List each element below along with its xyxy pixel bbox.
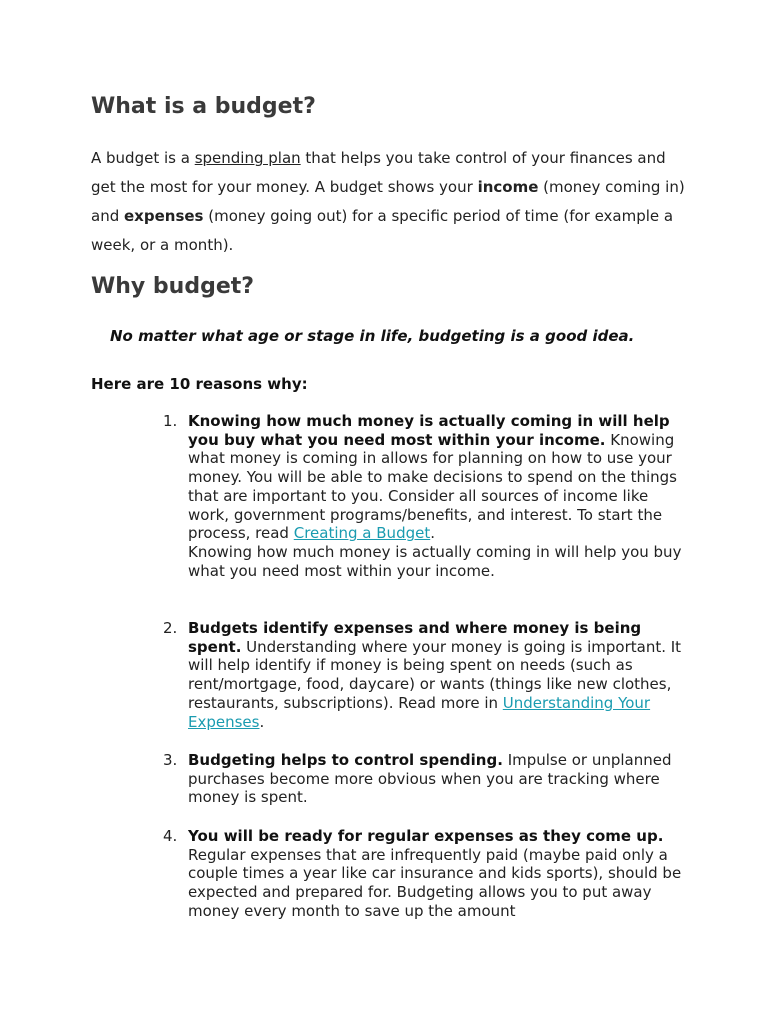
para-text-4: (money going out) for a specific period of time (for example a week, or a month). <box>91 207 674 254</box>
item-text: Understanding where your money is going is important. It will help identify if money is being spent on needs (such as rent/mortgage, food, daycare) or wants (things like new clothes, restaurants, subscriptions). Read more in <box>188 637 682 712</box>
heading-why-budget: Why budget? <box>91 274 255 299</box>
para-text-2: that helps you take control of your finances and get the most for your money. A budget shows your <box>91 149 666 196</box>
item-after: . <box>259 712 265 731</box>
item-after: . <box>430 524 436 543</box>
para-text-1: A budget is a <box>91 149 195 167</box>
creating-a-budget-link[interactable]: Creating a Budget <box>293 524 431 543</box>
expenses-term: expenses <box>124 207 204 225</box>
list-item <box>163 619 688 731</box>
item-title: You will be ready for regular expenses as they come up. <box>188 827 664 845</box>
list-number: 4. <box>163 827 178 845</box>
tagline: No matter what age or stage in life, budgeting is a good idea. <box>110 327 635 345</box>
list-number: 3. <box>163 751 178 769</box>
item-title: Knowing how much money is actually coming in will help you buy what you need most within your income. <box>188 412 670 449</box>
list-number: 1. <box>163 412 178 430</box>
budget-definition-paragraph <box>91 144 691 260</box>
reasons-intro: Here are 10 reasons why: <box>91 375 308 393</box>
list-item <box>163 412 688 580</box>
para-text-3: (money coming in) and <box>91 178 685 225</box>
list-item <box>163 827 688 921</box>
item-text: Regular expenses that are infrequently paid (maybe paid only a couple times a year like car insurance and kids sports), should be expected and prepared for. Budgeting allows you to put away money every month to save up the amount <box>188 845 682 920</box>
item-title: Budgets identify expenses and where money is being spent. <box>188 619 642 656</box>
item-text: Impulse or unplanned purchases become more obvious when you are tracking where money is spent. <box>188 751 672 807</box>
spending-plan-link[interactable]: spending plan <box>194 149 301 167</box>
item-extra-text: Knowing how much money is actually coming in will help you buy what you need most within your income. <box>188 542 682 580</box>
item-title: Budgeting helps to control spending. <box>188 751 503 769</box>
list-number: 2. <box>163 619 178 637</box>
income-term: income <box>477 178 539 196</box>
item-text: Knowing what money is coming in allows for planning on how to use your money. You will be able to make decisions to spend on the things that are important to you. Consider all sources of income like work, government programs/benefits, and interest. To start the process, read <box>188 430 677 543</box>
heading-what-is-a-budget: What is a budget? <box>91 94 316 119</box>
list-item <box>163 751 688 807</box>
understanding-your-expenses-link[interactable]: Understanding Your Expenses <box>188 693 651 731</box>
